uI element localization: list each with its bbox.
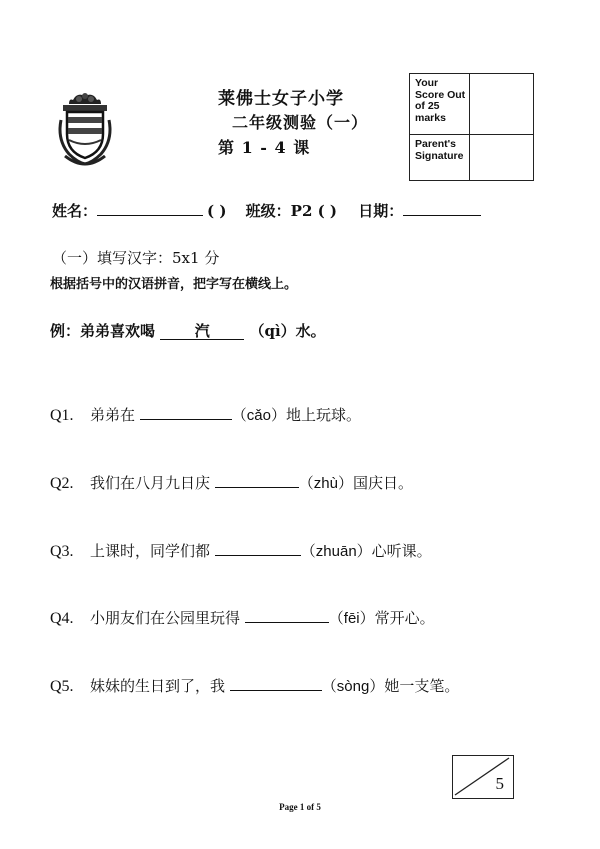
page-footer: Page 1 of 5 — [279, 802, 321, 812]
question-text-after: 她一支笔。 — [384, 677, 460, 695]
answer-blank[interactable] — [245, 610, 329, 623]
score-label: Your Score Out of 25 marks — [410, 74, 470, 135]
index-paren[interactable]: ( ) — [207, 202, 227, 220]
page-score-box[interactable] — [452, 755, 514, 799]
example-prefix: 例：弟弟喜欢喝 — [50, 322, 156, 340]
question-text-after: 常开心。 — [374, 609, 435, 627]
question-pinyin: （zhù） — [298, 475, 353, 492]
question-text-before: 弟弟在 — [90, 406, 136, 424]
question-text-after: 地上玩球。 — [285, 406, 361, 424]
answer-blank[interactable] — [215, 475, 299, 488]
school-name: 莱佛士女子小学 — [218, 89, 344, 109]
score-input[interactable] — [470, 74, 533, 135]
signature-input[interactable] — [470, 135, 533, 180]
question-pinyin: （fēi） — [328, 610, 375, 627]
name-field[interactable] — [97, 203, 203, 216]
question-4 — [50, 607, 435, 628]
question-3 — [50, 540, 432, 561]
question-text-after: 国庆日。 — [352, 474, 413, 492]
score-box — [409, 73, 534, 181]
example-line — [50, 320, 326, 341]
question-pinyin: （cǎo） — [231, 407, 286, 424]
answer-blank[interactable] — [140, 407, 232, 420]
question-number: Q2. — [50, 475, 74, 492]
question-number: Q4. — [50, 610, 74, 627]
question-pinyin: （zhuān） — [300, 543, 372, 560]
date-field[interactable] — [403, 203, 481, 216]
school-crest-icon — [55, 90, 115, 170]
question-number: Q5. — [50, 678, 74, 695]
answer-blank[interactable] — [215, 543, 301, 556]
class-label: 班级：P2 ( ) — [245, 202, 338, 220]
answer-blank[interactable] — [230, 678, 322, 691]
question-text-before: 我们在八月九日庆 — [90, 474, 211, 492]
lesson-range: 第 1 - 4 课 — [218, 138, 311, 157]
name-label: 姓名： — [52, 202, 98, 220]
date-label: 日期： — [358, 202, 404, 220]
example-pinyin: （qì）水。 — [249, 322, 326, 340]
question-1 — [50, 404, 361, 425]
section-title: （一）填写汉字：5x1 分 — [52, 249, 220, 267]
question-text-before: 妹妹的生日到了，我 — [90, 677, 226, 695]
test-title: 二年级测验（一） — [232, 113, 369, 132]
student-info-row — [52, 200, 481, 221]
question-number: Q3. — [50, 543, 74, 560]
question-text-after: 心听课。 — [371, 542, 432, 560]
question-text-before: 小朋友们在公园里玩得 — [90, 609, 241, 627]
question-5 — [50, 675, 459, 696]
example-answer: 汽 — [160, 323, 244, 340]
instruction-text: 根据括号中的汉语拼音，把字写在横线上。 — [50, 277, 298, 292]
question-2 — [50, 472, 413, 493]
question-pinyin: （sòng） — [321, 678, 385, 695]
page-score-total: 5 — [495, 774, 504, 793]
signature-label: Parent's Signature — [410, 135, 470, 180]
question-number: Q1. — [50, 407, 74, 424]
question-text-before: 上课时，同学们都 — [90, 542, 211, 560]
